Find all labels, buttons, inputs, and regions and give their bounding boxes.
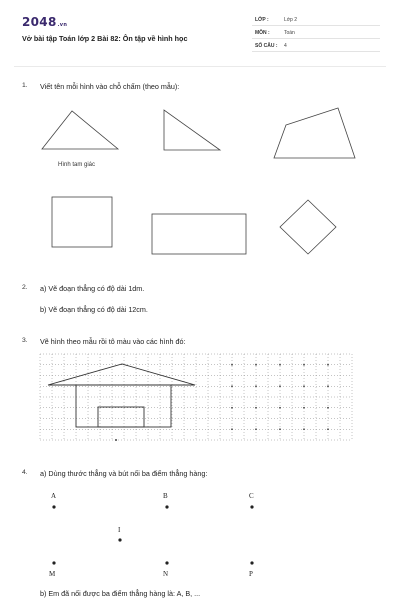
label-i: I [118, 526, 121, 534]
grid-dot [327, 385, 329, 387]
grid-dot [303, 364, 305, 366]
point-c [250, 505, 253, 508]
example-caption: Hình tam giác [58, 162, 96, 168]
grid-dot [303, 428, 305, 430]
logo-suffix: .vn [57, 22, 68, 28]
question-4b-text: b) Em đã nối được ba điểm thẳng hàng là: A, B, ... [40, 589, 201, 598]
grid-dot [327, 364, 329, 366]
grid-dot [231, 364, 233, 366]
question-1-text: Viết tên mỗi hình vào chỗ chấm (theo mẫu): [40, 82, 180, 91]
question-1-number: 1. [22, 82, 28, 89]
grid-dot [303, 407, 305, 409]
rectangle-shape [152, 214, 246, 254]
label-a: A [51, 492, 57, 500]
house-roof [48, 364, 195, 385]
question-3-number: 3. [22, 337, 28, 344]
meta-value: Toán [284, 30, 295, 36]
house-door [98, 407, 144, 427]
grid-dot [279, 364, 281, 366]
point-p [250, 561, 253, 564]
label-m: M [49, 570, 56, 578]
grid-dot [327, 428, 329, 430]
meta-value: 4 [284, 43, 287, 49]
meta-key: SỐ CÂU : [255, 43, 278, 49]
point-n [165, 561, 168, 564]
label-n: N [163, 570, 169, 578]
grid-dot [255, 385, 257, 387]
grid-mark [115, 439, 117, 441]
rhombus-shape [280, 200, 336, 254]
house-body [76, 385, 171, 427]
grid-dot [231, 407, 233, 409]
triangle-shape-2 [164, 110, 220, 150]
grid-dot [255, 407, 257, 409]
grid-dot [279, 385, 281, 387]
page-title: Vở bài tập Toán lớp 2 Bài 82: Ôn tập về hình học [22, 34, 188, 43]
meta-key: MÔN : [255, 30, 270, 36]
meta-key: LỚP : [255, 17, 269, 23]
quadrilateral-shape [274, 108, 355, 158]
point-b [165, 505, 168, 508]
label-p: P [249, 570, 253, 578]
site-logo[interactable]: 2048.vn [22, 15, 68, 29]
triangle-shape-1 [42, 111, 118, 149]
grid-dot [279, 428, 281, 430]
question-2a-text: a) Vẽ đoạn thẳng có độ dài 1dm. [40, 284, 145, 293]
point-a [52, 505, 55, 508]
meta-value: Lớp 2 [284, 17, 298, 23]
label-b: B [163, 492, 168, 500]
square-shape [52, 197, 112, 247]
question-2-number: 2. [22, 284, 28, 291]
grid-dot [279, 407, 281, 409]
point-i [118, 538, 121, 541]
grid-dot [303, 385, 305, 387]
grid-dot [231, 385, 233, 387]
point-m [52, 561, 55, 564]
question-4a-text: a) Dùng thước thẳng và bút nối ba điểm thẳng hàng: [40, 469, 208, 478]
grid-dot [231, 428, 233, 430]
grid-dot [327, 407, 329, 409]
question-4-number: 4. [22, 469, 28, 476]
label-c: C [249, 492, 254, 500]
grid-dot [255, 428, 257, 430]
question-3-text: Vẽ hình theo mẫu rồi tô màu vào các hình đó: [40, 337, 186, 346]
question-2b-text: b) Vẽ đoạn thẳng có độ dài 12cm. [40, 305, 148, 314]
grid-dot [255, 364, 257, 366]
